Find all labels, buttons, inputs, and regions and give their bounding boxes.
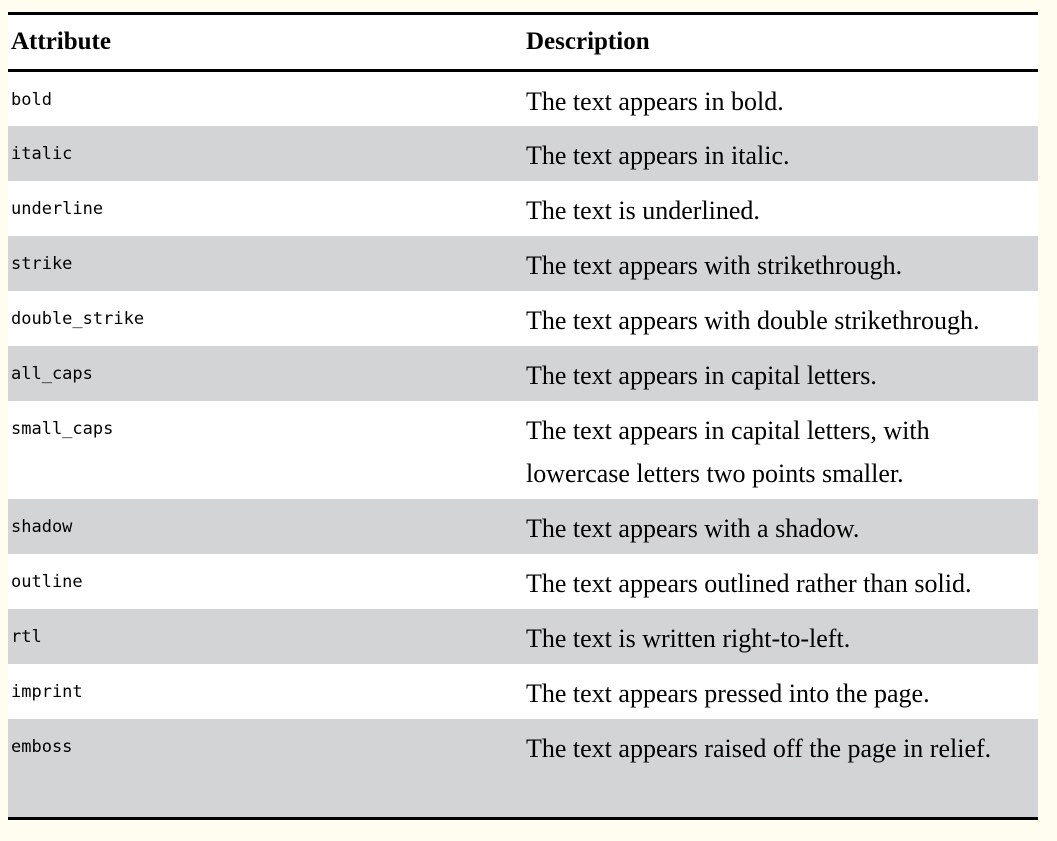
description-cell: The text appears in italic. <box>516 126 1038 181</box>
attribute-cell: shadow <box>8 499 516 554</box>
attribute-cell: imprint <box>11 681 83 702</box>
description-cell: The text appears with double strikethrough. <box>526 305 980 335</box>
table-row <box>8 609 1038 664</box>
attribute-cell: italic <box>8 126 516 181</box>
description-cell: The text appears in capital letters, with lowercase letters two points smaller. <box>526 415 930 488</box>
header-row <box>8 15 1038 71</box>
attribute-cell: underline <box>11 198 104 219</box>
table-row <box>8 181 1038 236</box>
table-row <box>8 401 1038 499</box>
header-attribute: Attribute <box>8 15 516 71</box>
description-cell: The text appears in bold. <box>526 87 784 116</box>
table-row <box>8 664 1038 719</box>
attribute-cell: emboss <box>8 719 516 817</box>
attribute-cell: bold <box>11 90 52 110</box>
description-cell: The text is underlined. <box>526 195 760 225</box>
description-cell: The text appears with a shadow. <box>516 499 1038 554</box>
table-row <box>8 554 1038 609</box>
attribute-cell: strike <box>8 236 516 291</box>
table-row <box>8 71 1038 126</box>
attribute-cell: double_strike <box>11 308 145 329</box>
attribute-cell: small_caps <box>11 418 114 439</box>
description-cell: The text appears with strikethrough. <box>516 236 1038 291</box>
table-row <box>8 499 1038 554</box>
table-row <box>8 236 1038 291</box>
attributes-table-grid <box>8 15 1038 817</box>
attribute-cell: outline <box>11 571 83 592</box>
description-cell: The text appears pressed into the page. <box>526 678 930 708</box>
attribute-cell: all_caps <box>8 346 516 401</box>
attribute-cell: rtl <box>8 609 516 664</box>
table-header <box>8 15 1038 71</box>
description-cell: The text is written right-to-left. <box>516 609 1038 664</box>
table-row <box>8 719 1038 817</box>
attributes-table <box>8 12 1038 820</box>
table-row <box>8 126 1038 181</box>
table-row <box>8 291 1038 346</box>
description-cell: The text appears outlined rather than solid. <box>526 568 972 598</box>
table-row <box>8 346 1038 401</box>
header-description: Description <box>516 15 1038 71</box>
description-cell: The text appears in capital letters. <box>516 346 1038 401</box>
table-body <box>8 71 1038 817</box>
description-cell: The text appears raised off the page in relief. <box>516 719 1038 817</box>
